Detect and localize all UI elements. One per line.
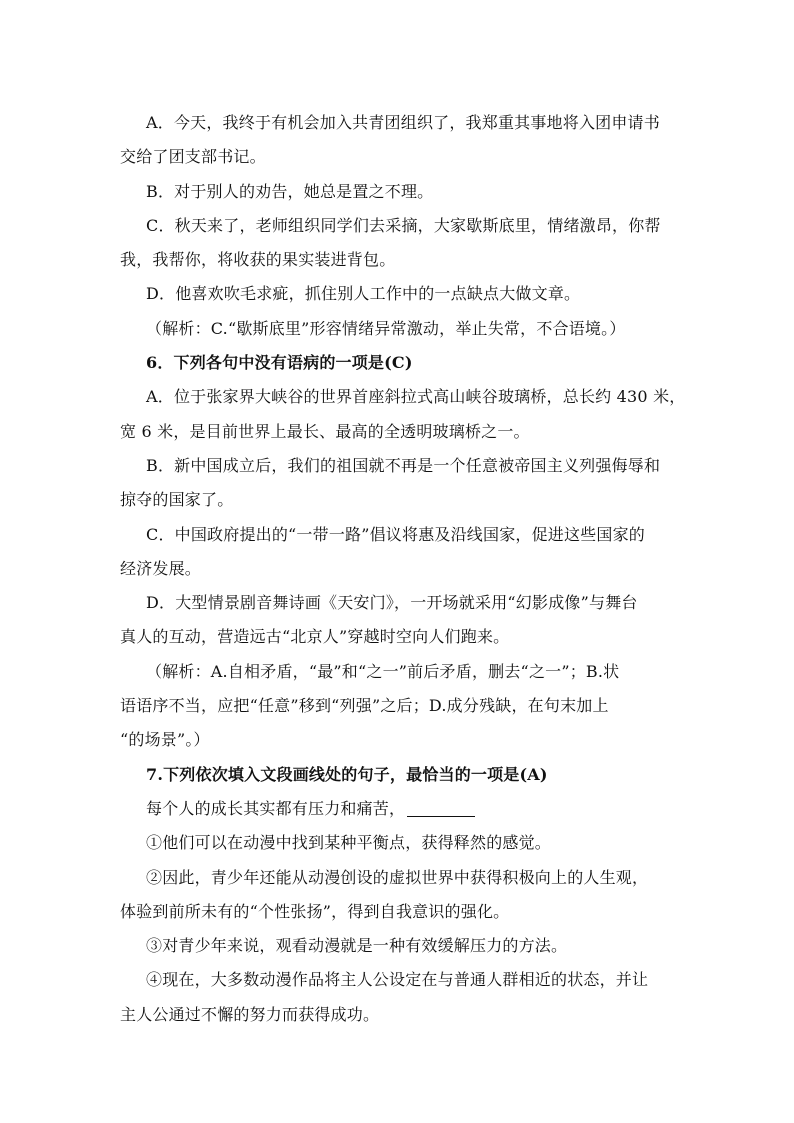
q7-sentence-4-line-2: 主人公通过不懈的努力而获得成功。 [120, 1004, 380, 1024]
q6-option-d-line-2: 真人的互动，营造远古“北京人”穿越时空向人们跑来。 [120, 627, 510, 647]
analysis-line: （解析：C.“歇斯底里”形容情绪异常激动，举止失常，不合语境。） [146, 318, 626, 338]
q7-stem-text: 每个人的成长其实都有压力和痛苦， [146, 798, 406, 818]
q6-option-c-line-2: 经济发展。 [120, 558, 202, 578]
option-c-line-1: C．秋天来了，老师组织同学们去采摘，大家歇斯底里，情绪激昂，你帮 [146, 215, 661, 235]
q6-analysis-line-1: （解析：A.自相矛盾，“最”和“之一”前后矛盾，删去“之一”；B.状 [146, 661, 620, 681]
page-content [120, 106, 686, 1032]
option-c-line-2: 我，我帮你，将收获的果实装进背包。 [120, 250, 396, 270]
q7-sentence-3: ③对青少年来说，观看动漫就是一种有效缓解压力的方法。 [146, 936, 568, 956]
question-6-title: 6．下列各句中没有语病的一项是(C) [146, 353, 413, 373]
q6-option-b-line-1: B．新中国成立后，我们的祖国就不再是一个任意被帝国主义列强侮辱和 [146, 455, 661, 475]
option-b-line: B．对于别人的劝告，她总是置之不理。 [146, 181, 434, 201]
option-a-line-2: 交给了团支部书记。 [120, 147, 266, 167]
q6-option-d-line-1: D．大型情景剧音舞诗画《天安门》，一开场就采用“幻影成像”与舞台 [146, 593, 638, 613]
q6-option-a-line-1: A．位于张家界大峡谷的世界首座斜拉式高山峡谷玻璃桥，总长约 430 米， [146, 387, 686, 407]
q6-analysis-line-2: 语语序不当，应把“任意”移到“列强”之后；D.成分残缺，在句末加上 [120, 696, 609, 716]
question-7-title: 7.下列依次填入文段画线处的句子，最恰当的一项是(A) [146, 764, 548, 784]
q6-option-b-line-2: 掠夺的国家了。 [120, 490, 234, 510]
q7-stem [120, 792, 680, 826]
q6-option-c-line-1: C．中国政府提出的“一带一路”倡议将惠及沿线国家，促进这些国家的 [146, 524, 646, 544]
q7-sentence-2-line-2: 体验到前所未有的“个性张扬”，得到自我意识的强化。 [120, 901, 510, 921]
q7-sentence-2-line-1: ②因此，青少年还能从动漫创设的虚拟世界中获得积极向上的人生观， [146, 867, 649, 887]
option-a-line-1: A．今天，我终于有机会加入共青团组织了，我郑重其事地将入团申请书 [146, 113, 660, 132]
q6-option-a-line-2: 宽 6 米，是目前世界上最长、最高的全透明玻璃桥之一。 [120, 421, 530, 441]
fill-in-blank [407, 798, 475, 817]
q6-analysis-line-3: “的场景”。） [120, 730, 210, 750]
q7-sentence-1: ①他们可以在动漫中找到某种平衡点，获得释然的感觉。 [146, 833, 552, 853]
option-d-line: D．他喜欢吹毛求疵，抓住别人工作中的一点缺点大做文章。 [146, 284, 581, 304]
q7-sentence-4-line-1: ④现在，大多数动漫作品将主人公设定在与普通人群相近的状态，并让 [146, 970, 649, 990]
